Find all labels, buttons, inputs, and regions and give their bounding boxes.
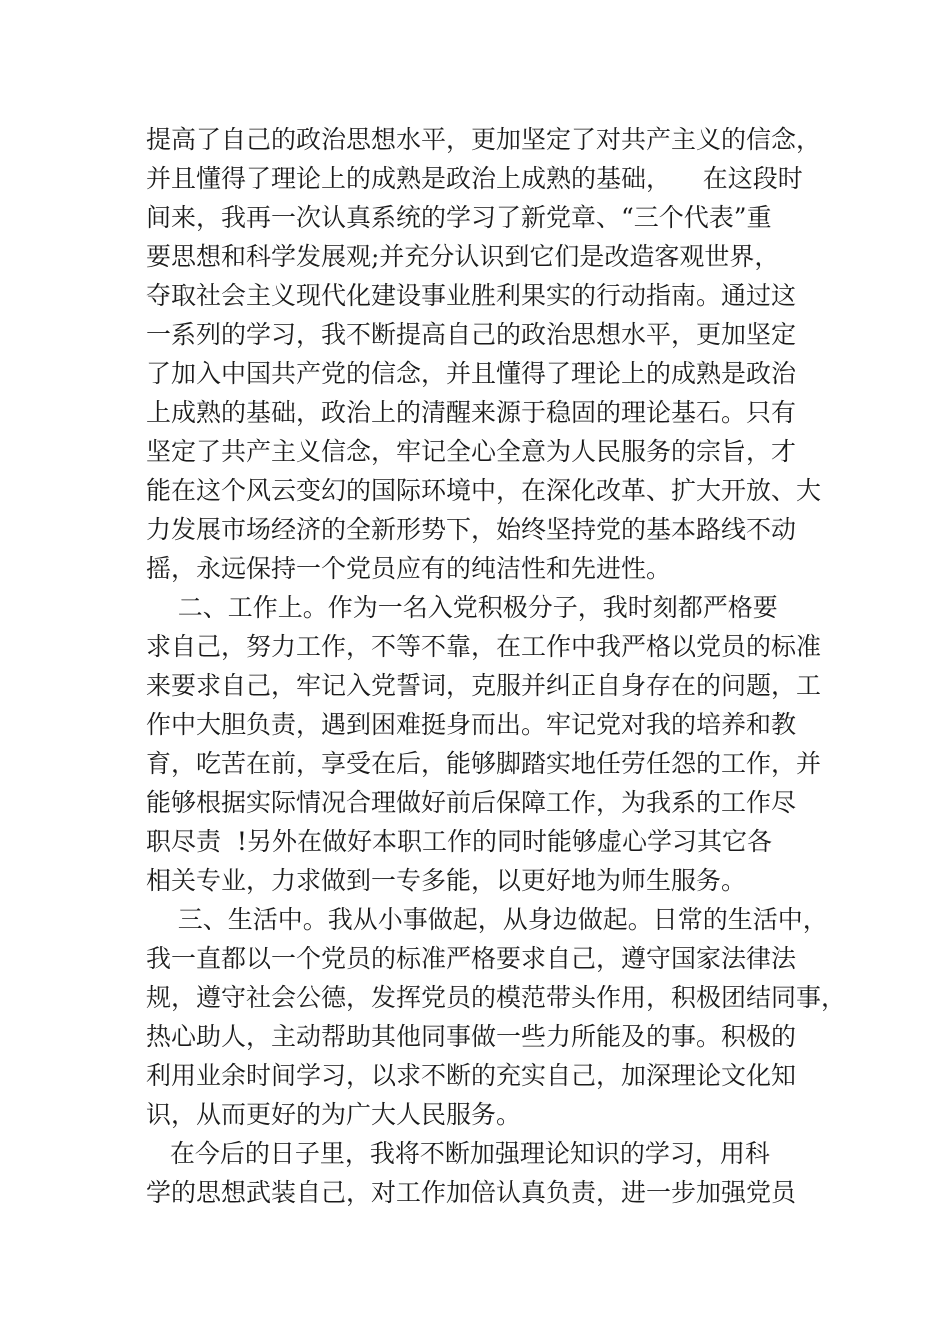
- text-line: 摇，永远保持一个党员应有的纯洁性和先进性。: [146, 554, 672, 583]
- text-line: 学的思想武装自己，对工作加倍认真负责，进一步加强党员: [146, 1178, 797, 1207]
- text-line: 间来，我再一次认真系统的学习了新党章、“三个代表”重: [146, 203, 772, 232]
- text-line: 育，吃苦在前，享受在后，能够脚踏实地任劳任怨的工作，并: [146, 749, 822, 778]
- text-line: 职尽责 !另外在做好本职工作的同时能够虚心学习其它各: [146, 827, 772, 856]
- text-line: 相关专业，力求做到一专多能，以更好地为师生服务。: [146, 866, 747, 895]
- text-line: 坚定了共产主义信念，牢记全心全意为人民服务的宗旨，才: [146, 437, 797, 466]
- text-line: 力发展市场经济的全新形势下，始终坚持党的基本路线不动: [146, 515, 797, 544]
- text-line: 规，遵守社会公德，发挥党员的模范带头作用，积极团结同事，: [146, 983, 847, 1012]
- text-line: 作中大胆负责，遇到困难挺身而出。牢记党对我的培养和教: [146, 710, 797, 739]
- text-line: 在今后的日子里，我将不断加强理论知识的学习，用科: [146, 1139, 770, 1168]
- text-line: 提高了自己的政治思想水平，更加坚定了对共产主义的信念，: [146, 125, 822, 154]
- text-line: 夺取社会主义现代化建设事业胜利果实的行动指南。通过这: [146, 281, 797, 310]
- text-line: 上成熟的基础，政治上的清醒来源于稳固的理论基石。只有: [146, 398, 797, 427]
- text-line: 能够根据实际情况合理做好前后保障工作，为我系的工作尽: [146, 788, 797, 817]
- text-line: 二、工作上。作为一名入党积极分子，我时刻都严格要: [146, 593, 778, 622]
- text-line: 求自己，努力工作，不等不靠，在工作中我严格以党员的标准: [146, 632, 822, 661]
- body-text: [146, 120, 847, 1212]
- text-line: 要思想和科学发展观;并充分认识到它们是改造客观世界，: [146, 242, 780, 271]
- text-line: 我一直都以一个党员的标准严格要求自己，遵守国家法律法: [146, 944, 797, 973]
- text-line: 三、生活中。我从小事做起，从身边做起。日常的生活中，: [146, 905, 828, 934]
- text-line: 并且懂得了理论上的成熟是政治上成熟的基础， 在这段时: [146, 164, 803, 193]
- text-line: 一系列的学习，我不断提高自己的政治思想水平，更加坚定: [146, 320, 797, 349]
- text-line: 识，从而更好的为广大人民服务。: [146, 1100, 522, 1129]
- text-line: 热心助人，主动帮助其他同事做一些力所能及的事。积极的: [146, 1022, 797, 1051]
- text-line: 了加入中国共产党的信念，并且懂得了理论上的成熟是政治: [146, 359, 797, 388]
- text-line: 能在这个风云变幻的国际环境中，在深化改革、扩大开放、大: [146, 476, 822, 505]
- text-line: 利用业余时间学习，以求不断的充实自己，加深理论文化知: [146, 1061, 797, 1090]
- text-line: 来要求自己，牢记入党誓词，克服并纠正自身存在的问题，工: [146, 671, 822, 700]
